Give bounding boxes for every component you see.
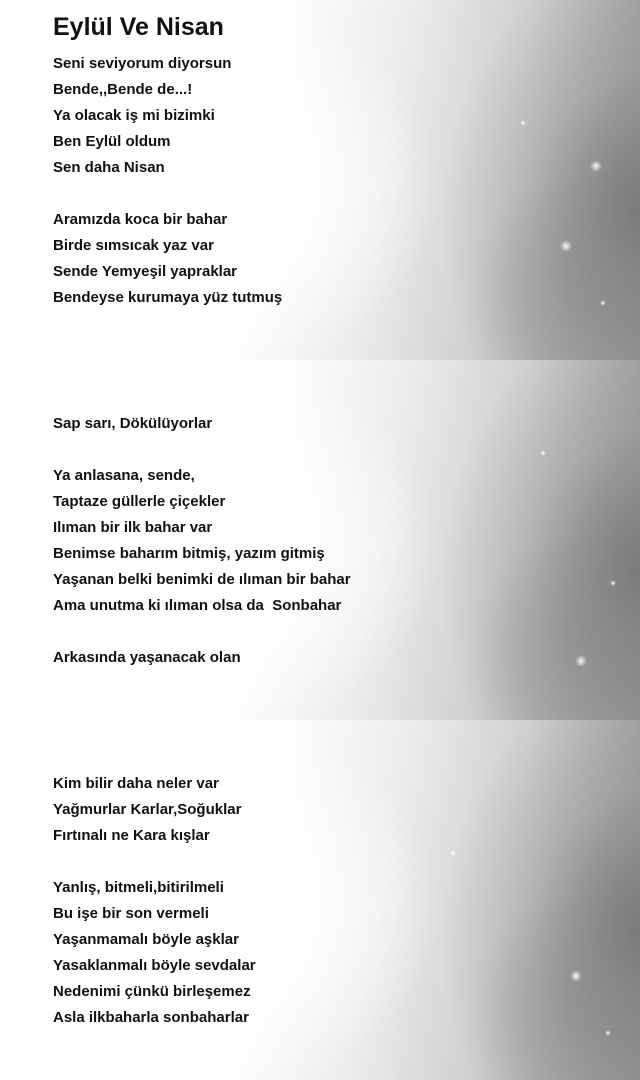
sparkle-decoration bbox=[605, 1030, 611, 1036]
poem-line: Yanlış, bitmeli,bitirilmeli bbox=[53, 879, 224, 896]
poem-line: Bu işe bir son vermeli bbox=[53, 905, 209, 922]
stanza bbox=[53, 51, 231, 181]
poem-line: Bendeyse kurumaya yüz tutmuş bbox=[53, 289, 283, 306]
poem-line: Ya anlasana, sende, bbox=[53, 467, 195, 484]
poem-panel-1 bbox=[0, 0, 640, 360]
poem-line: Asla ilkbaharla sonbaharlar bbox=[53, 1009, 249, 1026]
poem-line: Bende,,Bende de...! bbox=[53, 81, 193, 98]
sparkle-decoration bbox=[610, 580, 616, 586]
sparkle-decoration bbox=[575, 655, 587, 667]
poem-line: Aramızda koca bir bahar bbox=[53, 211, 228, 228]
poem-line: Yağmurlar Karlar,Soğuklar bbox=[53, 801, 242, 818]
poem-line: Ama unutma ki ılıman olsa da Sonbahar bbox=[53, 597, 342, 614]
poem-line: Fırtınalı ne Kara kışlar bbox=[53, 827, 210, 844]
poem-line: Ilıman bir ilk bahar var bbox=[53, 519, 213, 536]
stanza bbox=[53, 875, 256, 1031]
sparkle-decoration bbox=[450, 850, 456, 856]
poem-line: Sende Yemyeşil yapraklar bbox=[53, 263, 238, 280]
poem-line: Yasaklanmalı böyle sevdalar bbox=[53, 957, 256, 974]
sparkle-decoration bbox=[570, 970, 582, 982]
poem-line: Ben Eylül oldum bbox=[53, 133, 171, 150]
sparkle-decoration bbox=[600, 300, 606, 306]
sparkle-decoration bbox=[590, 160, 602, 172]
poem-line: Benimse baharım bitmiş, yazım gitmiş bbox=[53, 545, 325, 562]
poem-line: Nedenimi çünkü birleşemez bbox=[53, 983, 251, 1000]
stanza bbox=[53, 411, 212, 437]
stanza bbox=[53, 463, 351, 619]
poem-line: Kim bilir daha neler var bbox=[53, 775, 219, 792]
sparkle-decoration bbox=[540, 450, 546, 456]
poem-panel-3 bbox=[0, 720, 640, 1080]
poem-panel-2 bbox=[0, 360, 640, 720]
poem-title: Eylül Ve Nisan bbox=[53, 13, 224, 41]
stanza bbox=[53, 771, 241, 849]
poem-line: Taptaze güllerle çiçekler bbox=[53, 493, 226, 510]
poem-line: Arkasında yaşanacak olan bbox=[53, 649, 241, 666]
poem-line: Birde sımsıcak yaz var bbox=[53, 237, 214, 254]
sparkle-decoration bbox=[560, 240, 572, 252]
stanza bbox=[53, 645, 241, 671]
poem-line: Seni seviyorum diyorsun bbox=[53, 55, 232, 72]
poem-line: Yaşanmamalı böyle aşklar bbox=[53, 931, 239, 948]
poem-line: Sap sarı, Dökülüyorlar bbox=[53, 415, 213, 432]
sparkle-decoration bbox=[520, 120, 526, 126]
poem-line: Yaşanan belki benimki de ılıman bir bahar bbox=[53, 571, 351, 588]
poem-line: Ya olacak iş mi bizimki bbox=[53, 107, 215, 124]
poem-line: Sen daha Nisan bbox=[53, 159, 165, 176]
stanza bbox=[53, 207, 282, 311]
